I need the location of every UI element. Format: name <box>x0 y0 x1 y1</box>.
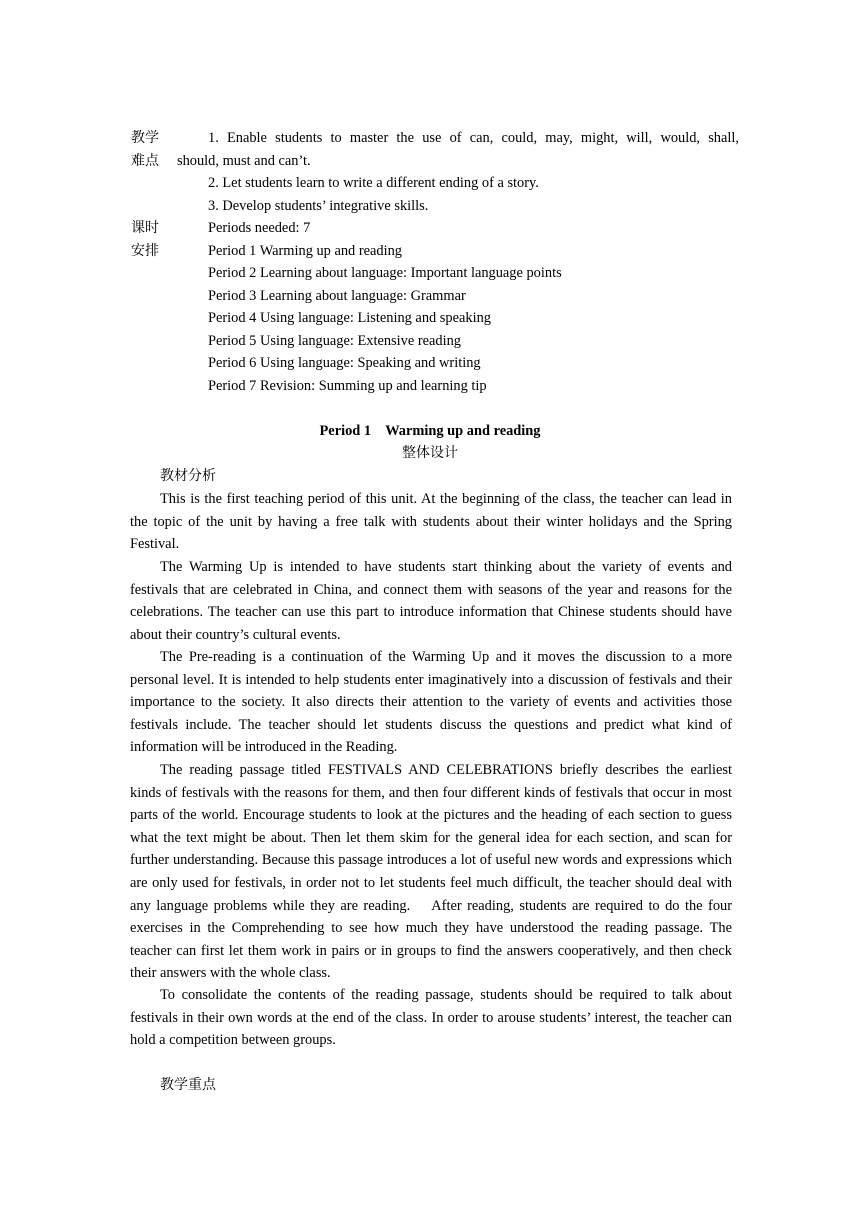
period-item: Period 1 Warming up and reading <box>208 243 403 259</box>
paragraph: The Pre-reading is a continuation of the Warming Up and it moves the discussion to a more personal level. It is intended to help students enter imaginatively into a discussion of festivals and their importance to the society. It also directs their attention to the variety of events and activities those festivals include. The teacher should let students discuss the questions and predict what kind of information will be introduced in the Reading. <box>130 649 732 756</box>
section-title: Period 1 Warming up and reading <box>319 423 541 439</box>
section-subtitle: 整体设计 <box>402 445 458 461</box>
period-item: Period 3 Learning about language: Grammar <box>208 288 466 304</box>
period-item: Period 5 Using language: Extensive reading <box>208 333 461 349</box>
paragraph: The reading passage titled FESTIVALS AND CELEBRATIONS briefly describes the earliest kinds of festivals with the reasons for them, and then four different kinds of festivals that occur in most parts of the world. Encourage students to look at the pictures and the heading of each section to guess what the text might be about. Then let them skim for the general idea for each section, and scan for further understanding. Because this passage introduces a lot of useful new words and expressions which are only used for festivals, in order not to let students feel much difficult, the teacher should deal with any language problems while they are reading. After reading, students are required to do the four exercises in the Comprehending to see how much they have understood the reading passage. The teacher can first let them work in pairs or in groups to find the answers cooperatively, and then check their answers with the whole class. <box>130 762 736 982</box>
period-item: Period 7 Revision: Summing up and learning tip <box>208 378 487 394</box>
period-item: Period 6 Using language: Speaking and writing <box>208 355 481 371</box>
paragraph: The Warming Up is intended to have students start thinking about the variety of events and festivals that are celebrated in China, and connect them with seasons of the year and reasons for the celebrations. The teacher can use this part to introduce information that Chinese students should have about their country’s cultural events. <box>130 559 732 643</box>
schedule-label-line1: 课时 <box>131 220 159 236</box>
difficulty-item-1: 1. Enable students to master the use of can, could, may, might, will, would, shall, <box>208 130 739 146</box>
period-item: Period 4 Using language: Listening and speaking <box>208 310 491 326</box>
period-item: Period 2 Learning about language: Important language points <box>208 265 562 281</box>
difficulty-item-1-continued: should, must and can’t. <box>177 153 311 169</box>
difficulty-item-2: 2. Let students learn to write a different ending of a story. <box>208 175 539 191</box>
paragraph: This is the first teaching period of this unit. At the beginning of the class, the teacher can lead in the topic of the unit by having a free talk with students about their winter holidays and the Spring Festival. <box>130 491 732 553</box>
difficulty-label-line1: 教学 <box>131 130 159 146</box>
analysis-heading: 教材分析 <box>160 468 216 484</box>
schedule-label-line2: 安排 <box>131 243 159 259</box>
difficulty-label-line2: 难点 <box>131 153 159 169</box>
paragraph: To consolidate the contents of the reading passage, students should be required to talk about festivals in their own words at the end of the class. In order to arouse students’ interest, the teacher can hold a competition between groups. <box>130 987 732 1049</box>
key-points-heading: 教学重点 <box>160 1077 216 1093</box>
difficulty-item-3: 3. Develop students’ integrative skills. <box>208 198 429 214</box>
periods-needed: Periods needed: 7 <box>208 220 311 236</box>
